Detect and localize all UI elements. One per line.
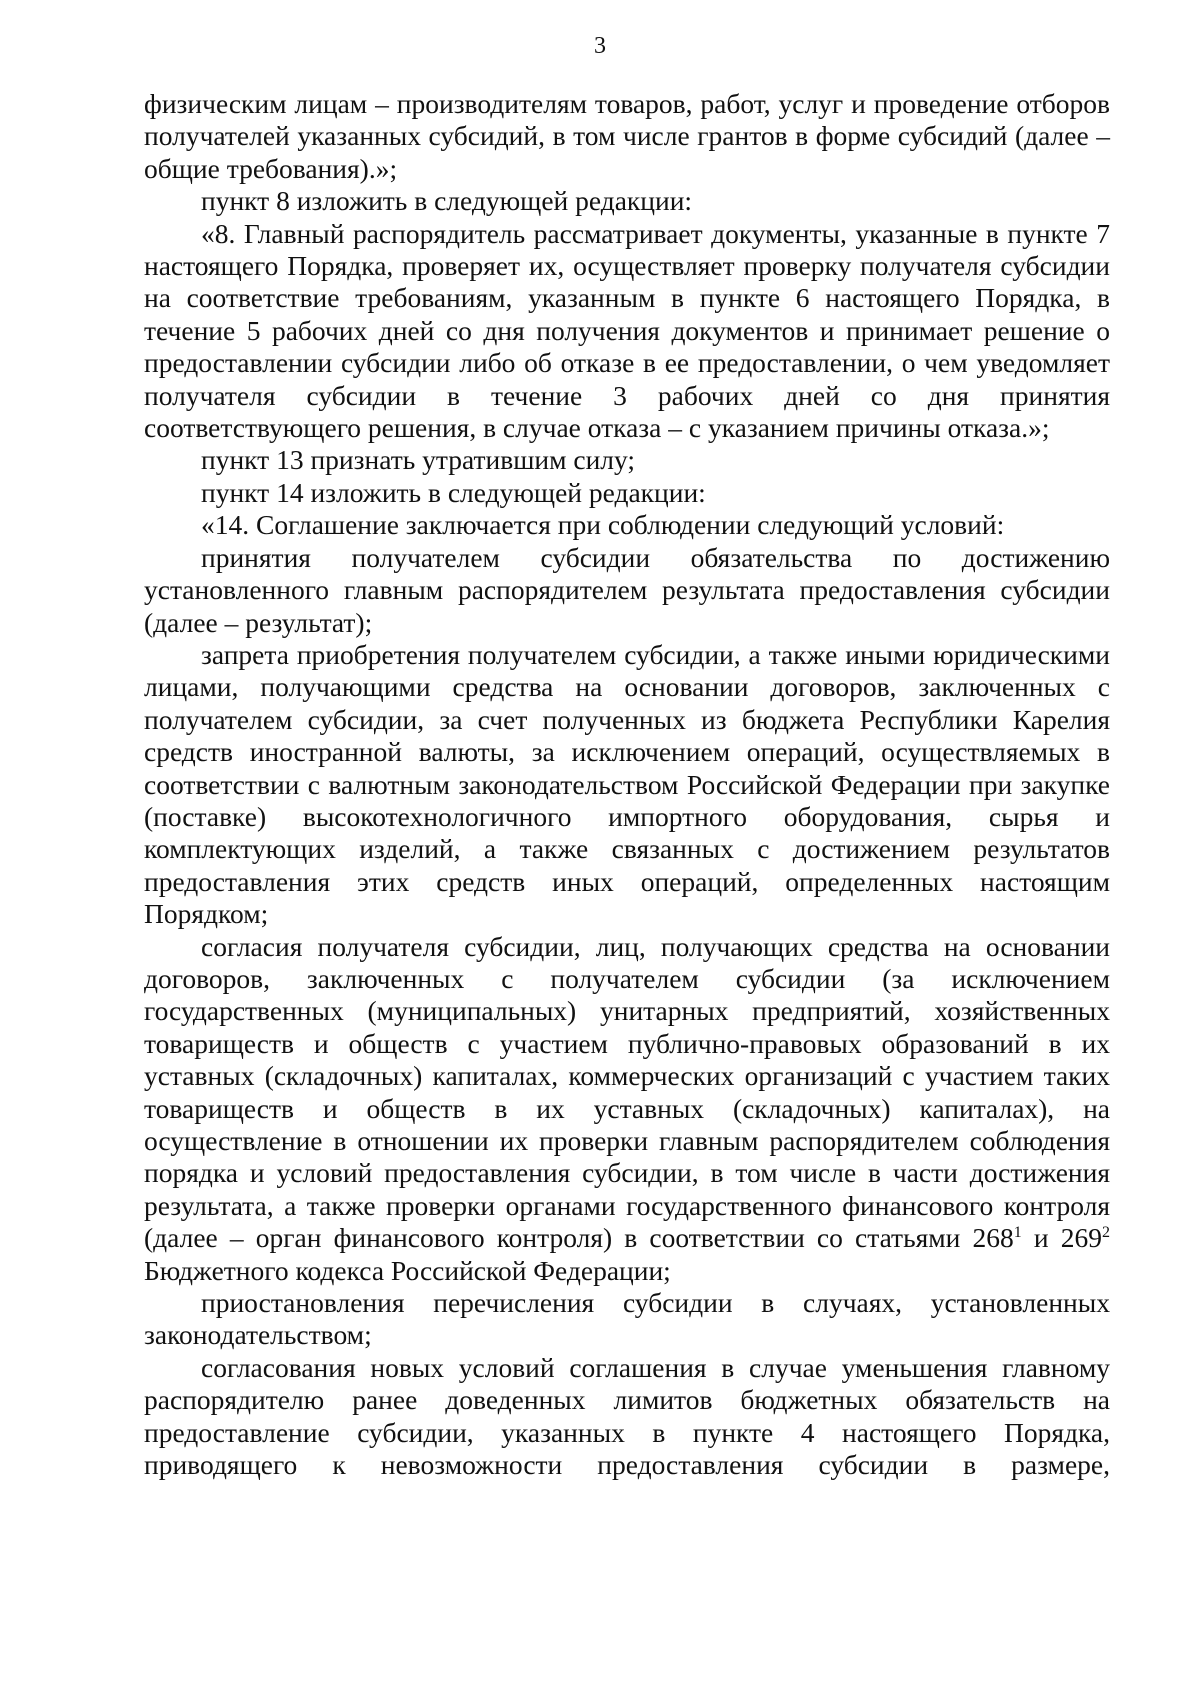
paragraph-9-mid: и 269 — [1021, 1222, 1102, 1254]
paragraph-8: запрета приобретения получателем субсидии, а также иными юридическими лицами, получающими средства на основании договоров, заключенных с получателем субсидии, за счет полученных из бюджета Республики Карелия средств иностранной валюты, за исключением операций, осуществляемых в соответствии с валютным законодательством Российской Федерации при закупке (поставке) высокотехнологичного импортного оборудования, сырья и комплектующих изделий, а также связанных с достижением результатов предоставления этих средств иных операций, определенных настоящим Порядком; — [144, 638, 1110, 930]
paragraph-11: согласования новых условий соглашения в случае уменьшения главному распорядителю ранее доведенных лимитов бюджетных обязательств на предоставление субсидии, указанных в пункте 4 настоящего Порядка, приводящего к невозможности предоставления субсидии в размере, — [144, 1351, 1110, 1481]
paragraph-5: пункт 14 изложить в следующей редакции: — [201, 476, 706, 508]
paragraph-10: приостановления перечисления субсидии в случаях, установленных законодательством; — [144, 1287, 1110, 1351]
paragraph-9-tail: Бюджетного кодекса Российской Федерации; — [144, 1254, 671, 1286]
paragraph-4: пункт 13 признать утратившим силу; — [201, 444, 636, 476]
paragraph-6: «14. Соглашение заключается при соблюдении следующий условий: — [201, 509, 1005, 541]
footnote-superscript-2: 2 — [1102, 1224, 1110, 1242]
paragraph-3: «8. Главный распорядитель рассматривает документы, указанные в пункте 7 настоящего Порядка, проверяет их, осуществляет проверку получателя субсидии на соответствие требованиям, указанным в пункте 6 настоящего Порядка, в течение 5 рабочих дней со дня получения документов и принимает решение о предоставлении субсидии либо об отказе в ее предоставлении, о чем уведомляет получателя субсидии в течение 3 рабочих дней со дня принятия соответствующего решения, в случае отказа – с указанием причины отказа.»; — [144, 217, 1110, 444]
paragraph-1: физическим лицам – производителям товаров, работ, услуг и проведение отборов получателей указанных субсидий, в том числе грантов в форме субсидий (далее – общие требования).»; — [144, 88, 1110, 184]
paragraph-7: принятия получателем субсидии обязательства по достижению установленного главным распорядителем результата предоставления субсидии (далее – результат); — [144, 541, 1110, 638]
paragraph-9 — [144, 931, 1110, 1287]
footnote-superscript-1: 1 — [1013, 1224, 1022, 1242]
paragraph-9-text: согласия получателя субсидии, лиц, получающих средства на основании договоров, заключенных с получателем субсидии (за исключением государственных (муниципальных) унитарных предприятий, хозяйственных товариществ и обществ с участием публично-правовых образований в их уставных (складочных) капиталах, коммерческих организаций с участием таких товариществ и обществ в их уставных (складочных) капиталах), на осуществление в отношении их проверки главным распорядителем соблюдения порядка и условий предоставления субсидии, в том числе в части достижения результата, а также проверки органами государственного финансового контроля (далее – орган финансового контроля) в соответствии со статьями 268 — [144, 930, 1110, 1254]
document-body — [144, 88, 1110, 1481]
paragraph-2: пункт 8 изложить в следующей редакции: — [201, 185, 693, 217]
page-number: 3 — [594, 33, 606, 59]
